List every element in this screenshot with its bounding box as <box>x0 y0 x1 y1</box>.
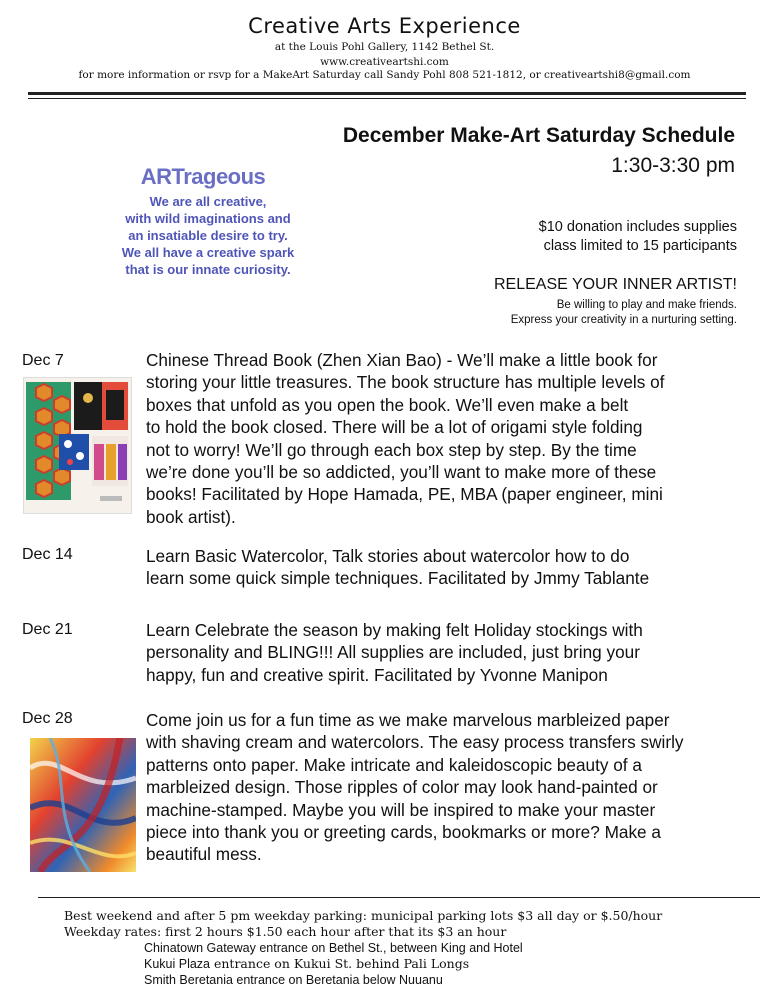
tagline-line: that is our innate curiosity. <box>125 262 291 277</box>
event-line: Learn Basic Watercolor, Talk stories about watercolor how to do <box>146 546 630 566</box>
event-line: we’re done you’ll be so addicted, you’ll want to make more of these <box>146 462 657 483</box>
event-line: book artist). <box>146 506 236 527</box>
parking-place: Kukui Plaza <box>144 957 211 971</box>
event-line: marbleized design. Those ripples of color may look hand-painted or <box>146 777 658 798</box>
event-line: with shaving cream and watercolors. The easy process transfers swirly <box>146 732 684 753</box>
donation-line: $10 donation includes supplies <box>538 219 737 235</box>
event-line: beautiful mess. <box>146 844 262 865</box>
parking-line: Smith Beretania entrance on Beretania below Nuuanu <box>144 973 443 987</box>
parking-line <box>64 956 662 972</box>
event-line: to hold the book closed. There will be a lot of origami style folding <box>146 417 643 438</box>
schedule-time: 1:30-3:30 pm <box>611 154 735 177</box>
event-line: boxes that unfold as you open the book. We’ll even make a belt <box>146 394 629 415</box>
parking-line: Weekday rates: first 2 hours $1.50 each hour after that its $3 an hour <box>64 924 507 939</box>
black-box-panel <box>74 382 128 430</box>
event-line: storing your little treasures. The book structure has multiple levels of <box>146 372 665 393</box>
event-description <box>146 619 746 686</box>
event-line: learn some quick simple techniques. Facilitated by Jmmy Tablante <box>146 568 650 589</box>
event-date: Dec 28 <box>22 710 73 727</box>
event-line: Learn Celebrate the season by making felt Holiday stockings with <box>146 620 643 640</box>
release-subtext <box>511 298 737 328</box>
tagline-line: with wild imaginations and <box>125 211 291 226</box>
release-sub-line: Express your creativity in a nurturing setting. <box>510 314 737 326</box>
event-line: piece into thank you or greeting cards, bookmarks or more? Make a <box>146 822 661 843</box>
event-line: patterns onto paper. Make intricate and kaleidoscopic beauty of a <box>146 754 642 775</box>
header-divider-thick <box>28 92 746 95</box>
release-sub-line: Be willing to play and make friends. <box>556 299 737 311</box>
tagline-line: We all have a creative spark <box>121 245 295 260</box>
event-description <box>146 709 746 866</box>
event-description <box>146 349 746 528</box>
tagline-line: We are all creative, <box>149 194 267 209</box>
release-heading: RELEASE YOUR INNER ARTIST! <box>493 276 737 293</box>
artrageous-tagline <box>108 193 308 278</box>
event-line: happy, fun and creative spirit. Facilitated by Yvonne Manipon <box>146 664 608 685</box>
schedule-title: December Make-Art Saturday Schedule <box>342 124 735 147</box>
event-line: Come join us for a fun time as we make marvelous marbleized paper <box>146 710 670 730</box>
parking-line: Chinatown Gateway entrance on Bethel St., between King and Hotel <box>144 941 523 955</box>
header-address: at the Louis Pohl Gallery, 1142 Bethel St. <box>274 41 495 53</box>
header-contact: for more information or rsvp for a MakeArt Saturday call Sandy Pohl 808 521-1812, or creativeartshi8@gmail.com <box>78 69 691 81</box>
event-date: Dec 7 <box>22 352 64 369</box>
artrageous-title: ARTrageous <box>140 164 266 189</box>
marbleized-paper-photo <box>30 738 136 872</box>
parking-info <box>64 908 662 988</box>
limit-line: class limited to 15 participants <box>543 238 737 254</box>
blue-floral-panel <box>59 434 89 470</box>
header-divider-thin <box>28 98 746 99</box>
header-title: Creative Arts Experience <box>248 14 521 38</box>
event-line: books! Facilitated by Hope Hamada, PE, MBA (paper engineer, mini <box>146 484 663 505</box>
event-date: Dec 14 <box>22 546 73 563</box>
striped-boxes-panel <box>92 436 128 486</box>
event-line: machine-stamped. Maybe you will be inspired to make your master <box>146 799 656 820</box>
thread-book-photo <box>23 377 132 514</box>
parking-line: Best weekend and after 5 pm weekday parking: municipal parking lots $3 all day or $.50/hour <box>64 908 663 923</box>
tagline-line: an insatiable desire to try. <box>128 228 288 243</box>
event-line: not to worry! We’ll go through each box step by step. By the time <box>146 439 637 460</box>
header-website[interactable]: www.creativeartshi.com <box>320 56 449 68</box>
footer-divider <box>38 897 760 898</box>
donation-info <box>539 218 737 256</box>
parking-place-detail: entrance on Kukui St. behind Pali Longs <box>210 956 470 971</box>
event-line: personality and BLING!!! All supplies are included, just bring your <box>146 642 640 663</box>
event-date: Dec 21 <box>22 621 73 638</box>
event-line: Chinese Thread Book (Zhen Xian Bao) - We’ll make a little book for <box>146 350 658 370</box>
event-description <box>146 545 746 590</box>
